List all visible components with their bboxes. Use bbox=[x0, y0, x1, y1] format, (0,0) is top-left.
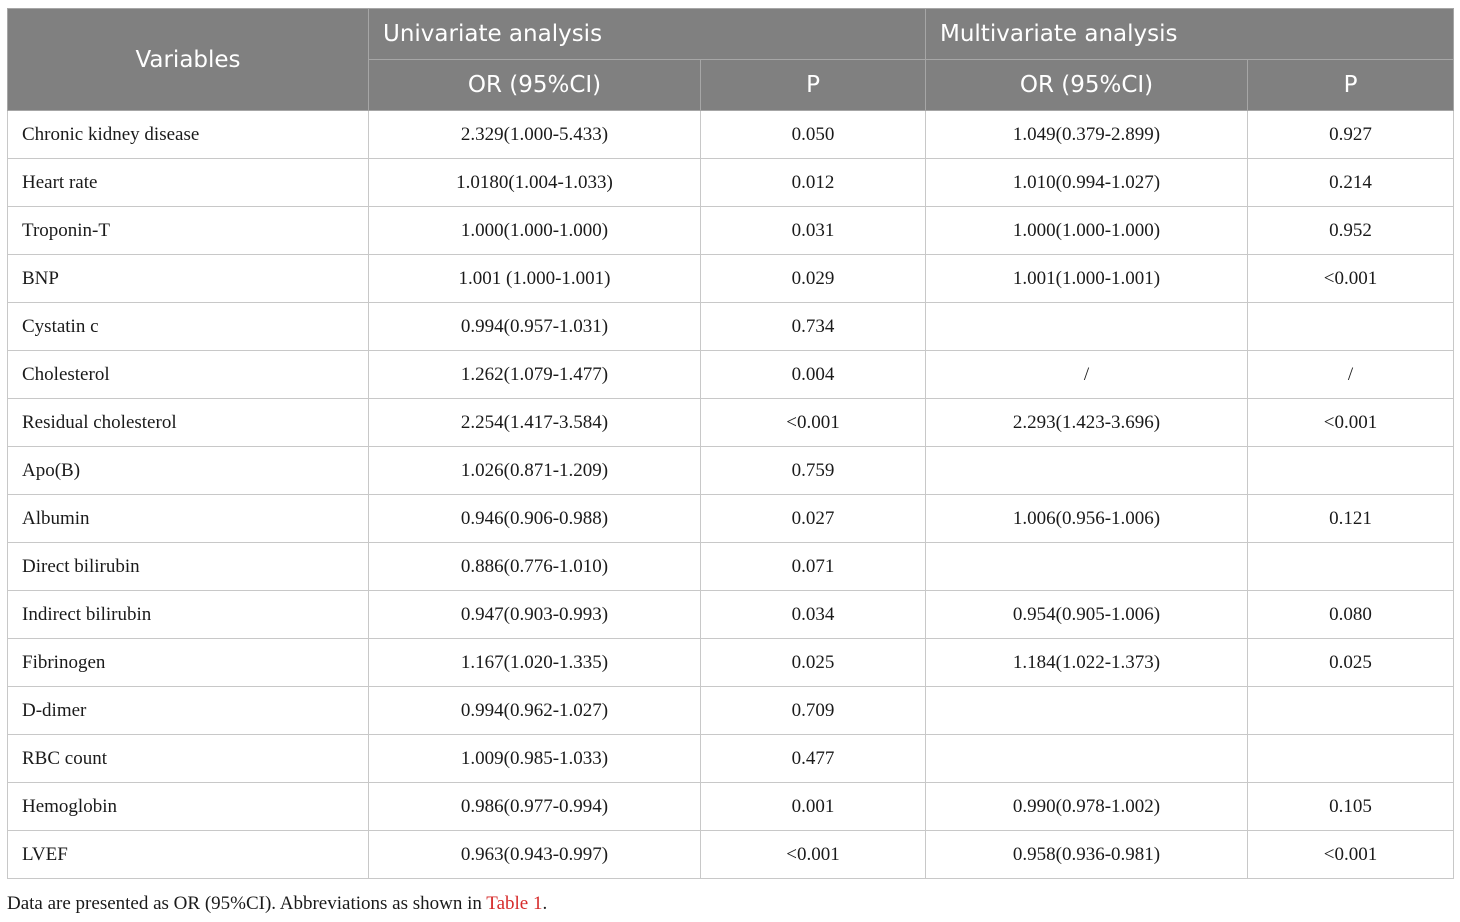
variable-cell: Troponin-T bbox=[8, 207, 369, 255]
univariate-or-header: OR (95%CI) bbox=[369, 60, 701, 111]
multivariate-or-cell: 1.001(1.000-1.001) bbox=[926, 255, 1248, 303]
table-body bbox=[8, 111, 1454, 879]
multivariate-p-cell: 0.105 bbox=[1248, 783, 1454, 831]
univariate-p-cell: 0.001 bbox=[701, 783, 926, 831]
table-1-link[interactable]: Table 1 bbox=[486, 893, 543, 914]
multivariate-or-cell bbox=[926, 687, 1248, 735]
header-row-groups bbox=[8, 9, 1454, 60]
univariate-p-cell: 0.734 bbox=[701, 303, 926, 351]
univariate-or-cell: 1.262(1.079-1.477) bbox=[369, 351, 701, 399]
variable-cell: Direct bilirubin bbox=[8, 543, 369, 591]
footnote-text: Data are presented as OR (95%CI). Abbreviations as shown in bbox=[7, 893, 487, 914]
table-row bbox=[8, 351, 1454, 399]
multivariate-p-cell bbox=[1248, 447, 1454, 495]
univariate-p-cell: <0.001 bbox=[701, 399, 926, 447]
univariate-or-cell: 1.009(0.985-1.033) bbox=[369, 735, 701, 783]
table-row bbox=[8, 447, 1454, 495]
univariate-or-cell: 2.329(1.000-5.433) bbox=[369, 111, 701, 159]
multivariate-or-cell: 1.000(1.000-1.000) bbox=[926, 207, 1248, 255]
table-footnote bbox=[7, 893, 547, 915]
multivariate-p-cell: 0.927 bbox=[1248, 111, 1454, 159]
multivariate-p-cell: 0.952 bbox=[1248, 207, 1454, 255]
table-header bbox=[8, 9, 1454, 111]
table-row bbox=[8, 639, 1454, 687]
table-row bbox=[8, 495, 1454, 543]
variables-header: Variables bbox=[8, 9, 369, 111]
univariate-p-cell: 0.029 bbox=[701, 255, 926, 303]
multivariate-p-cell: / bbox=[1248, 351, 1454, 399]
univariate-p-cell: 0.050 bbox=[701, 111, 926, 159]
univariate-p-header: P bbox=[701, 60, 926, 111]
multivariate-or-cell: 2.293(1.423-3.696) bbox=[926, 399, 1248, 447]
multivariate-or-cell bbox=[926, 735, 1248, 783]
multivariate-or-cell: 1.010(0.994-1.027) bbox=[926, 159, 1248, 207]
regression-table bbox=[7, 8, 1454, 879]
univariate-or-cell: 0.994(0.962-1.027) bbox=[369, 687, 701, 735]
multivariate-p-cell bbox=[1248, 303, 1454, 351]
variable-cell: Residual cholesterol bbox=[8, 399, 369, 447]
multivariate-or-cell: 0.954(0.905-1.006) bbox=[926, 591, 1248, 639]
univariate-or-cell: 0.946(0.906-0.988) bbox=[369, 495, 701, 543]
univariate-p-cell: 0.027 bbox=[701, 495, 926, 543]
univariate-p-cell: <0.001 bbox=[701, 831, 926, 879]
univariate-p-cell: 0.034 bbox=[701, 591, 926, 639]
multivariate-or-cell: / bbox=[926, 351, 1248, 399]
univariate-p-cell: 0.004 bbox=[701, 351, 926, 399]
univariate-or-cell: 1.0180(1.004-1.033) bbox=[369, 159, 701, 207]
univariate-p-cell: 0.709 bbox=[701, 687, 926, 735]
univariate-or-cell: 0.947(0.903-0.993) bbox=[369, 591, 701, 639]
univariate-or-cell: 0.994(0.957-1.031) bbox=[369, 303, 701, 351]
table-row bbox=[8, 783, 1454, 831]
variable-cell: Hemoglobin bbox=[8, 783, 369, 831]
univariate-or-cell: 0.986(0.977-0.994) bbox=[369, 783, 701, 831]
variable-cell: BNP bbox=[8, 255, 369, 303]
univariate-or-cell: 2.254(1.417-3.584) bbox=[369, 399, 701, 447]
multivariate-or-cell: 1.184(1.022-1.373) bbox=[926, 639, 1248, 687]
univariate-or-cell: 1.026(0.871-1.209) bbox=[369, 447, 701, 495]
multivariate-p-header: P bbox=[1248, 60, 1454, 111]
table-row bbox=[8, 831, 1454, 879]
univariate-or-cell: 1.001 (1.000-1.001) bbox=[369, 255, 701, 303]
table-row bbox=[8, 687, 1454, 735]
variable-cell: Albumin bbox=[8, 495, 369, 543]
variable-cell: LVEF bbox=[8, 831, 369, 879]
univariate-p-cell: 0.025 bbox=[701, 639, 926, 687]
multivariate-or-cell: 0.958(0.936-0.981) bbox=[926, 831, 1248, 879]
multivariate-p-cell: <0.001 bbox=[1248, 831, 1454, 879]
variable-cell: RBC count bbox=[8, 735, 369, 783]
variable-cell: Chronic kidney disease bbox=[8, 111, 369, 159]
multivariate-p-cell bbox=[1248, 687, 1454, 735]
multivariate-p-cell: 0.121 bbox=[1248, 495, 1454, 543]
table-row bbox=[8, 111, 1454, 159]
multivariate-p-cell bbox=[1248, 543, 1454, 591]
multivariate-p-cell: 0.214 bbox=[1248, 159, 1454, 207]
univariate-or-cell: 1.167(1.020-1.335) bbox=[369, 639, 701, 687]
table-row bbox=[8, 591, 1454, 639]
footnote-end: . bbox=[542, 893, 548, 914]
multivariate-p-cell: <0.001 bbox=[1248, 399, 1454, 447]
table-row bbox=[8, 303, 1454, 351]
variable-cell: Apo(B) bbox=[8, 447, 369, 495]
multivariate-or-cell bbox=[926, 543, 1248, 591]
multivariate-or-cell bbox=[926, 303, 1248, 351]
multivariate-or-header: OR (95%CI) bbox=[926, 60, 1248, 111]
table-row bbox=[8, 207, 1454, 255]
multivariate-or-cell: 1.049(0.379-2.899) bbox=[926, 111, 1248, 159]
multivariate-p-cell bbox=[1248, 735, 1454, 783]
multivariate-or-cell: 1.006(0.956-1.006) bbox=[926, 495, 1248, 543]
table-row bbox=[8, 735, 1454, 783]
univariate-p-cell: 0.031 bbox=[701, 207, 926, 255]
table-row bbox=[8, 543, 1454, 591]
multivariate-or-cell: 0.990(0.978-1.002) bbox=[926, 783, 1248, 831]
variable-cell: D-dimer bbox=[8, 687, 369, 735]
multivariate-p-cell: <0.001 bbox=[1248, 255, 1454, 303]
univariate-or-cell: 0.886(0.776-1.010) bbox=[369, 543, 701, 591]
results-table-container bbox=[7, 8, 1453, 879]
multivariate-or-cell bbox=[926, 447, 1248, 495]
variable-cell: Indirect bilirubin bbox=[8, 591, 369, 639]
univariate-header: Univariate analysis bbox=[369, 9, 926, 60]
variable-cell: Cholesterol bbox=[8, 351, 369, 399]
multivariate-header: Multivariate analysis bbox=[926, 9, 1454, 60]
variable-cell: Cystatin c bbox=[8, 303, 369, 351]
univariate-or-cell: 0.963(0.943-0.997) bbox=[369, 831, 701, 879]
multivariate-p-cell: 0.025 bbox=[1248, 639, 1454, 687]
univariate-p-cell: 0.759 bbox=[701, 447, 926, 495]
univariate-p-cell: 0.012 bbox=[701, 159, 926, 207]
table-row bbox=[8, 255, 1454, 303]
univariate-p-cell: 0.477 bbox=[701, 735, 926, 783]
multivariate-p-cell: 0.080 bbox=[1248, 591, 1454, 639]
variable-cell: Fibrinogen bbox=[8, 639, 369, 687]
table-row bbox=[8, 399, 1454, 447]
univariate-p-cell: 0.071 bbox=[701, 543, 926, 591]
univariate-or-cell: 1.000(1.000-1.000) bbox=[369, 207, 701, 255]
variable-cell: Heart rate bbox=[8, 159, 369, 207]
table-row bbox=[8, 159, 1454, 207]
